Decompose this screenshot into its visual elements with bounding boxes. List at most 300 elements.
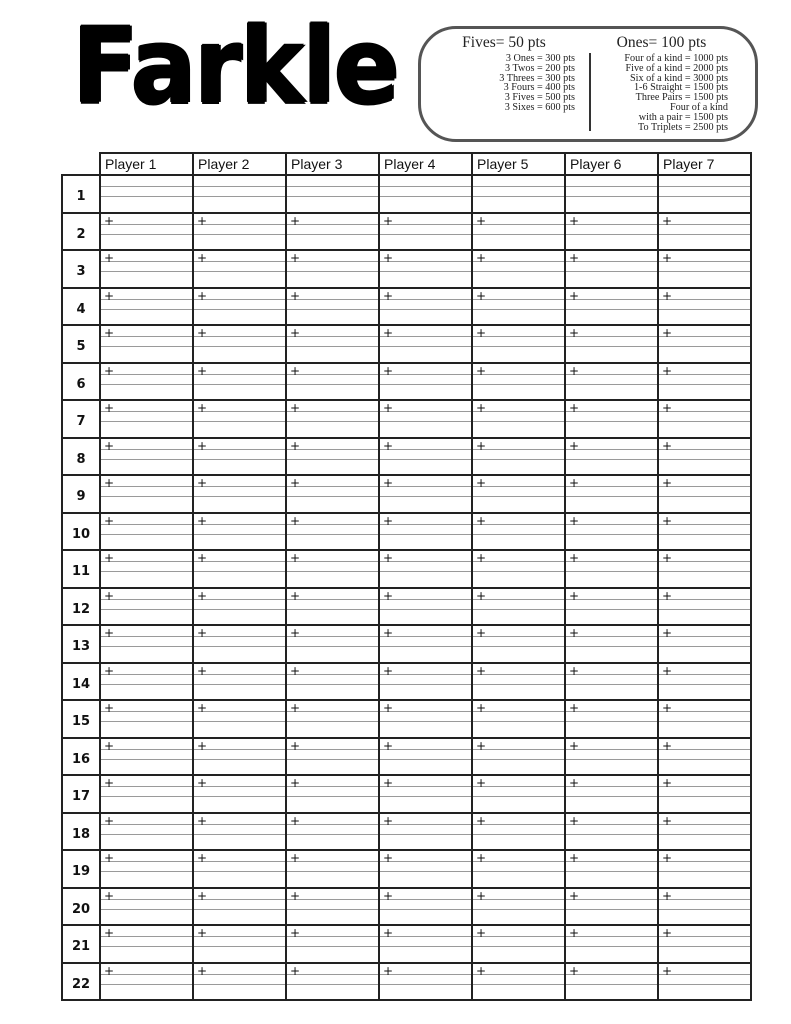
cell-rule-line [473, 299, 564, 300]
score-cell[interactable] [286, 850, 379, 888]
ones-rule-line: 1-6 Straight = 1500 pts [633, 82, 728, 94]
score-cell[interactable] [100, 738, 193, 776]
cell-rule-line [473, 496, 564, 497]
score-cell[interactable] [100, 213, 193, 251]
score-cell[interactable] [565, 438, 658, 476]
score-cell[interactable] [565, 588, 658, 626]
plus-icon: + [383, 476, 394, 490]
score-cell[interactable] [565, 738, 658, 776]
score-cell[interactable] [193, 250, 286, 288]
cell-rule-line [101, 271, 192, 272]
score-cell[interactable] [193, 475, 286, 513]
score-cell[interactable] [100, 663, 193, 701]
score-cell[interactable] [193, 363, 286, 401]
plus-icon: + [476, 513, 487, 528]
score-cell[interactable] [100, 925, 193, 963]
plus-icon: + [197, 926, 208, 940]
score-cell[interactable] [100, 325, 193, 363]
cell-rule-line [101, 486, 192, 487]
score-cell[interactable] [472, 925, 565, 963]
score-cell[interactable] [379, 475, 472, 513]
score-cell[interactable] [379, 625, 472, 663]
plus-icon: + [476, 363, 487, 378]
score-cell[interactable] [100, 963, 193, 1001]
score-cell[interactable] [658, 363, 751, 401]
plus-icon: + [197, 476, 208, 490]
score-cell[interactable] [100, 813, 193, 851]
score-cell[interactable] [379, 550, 472, 588]
cell-rule-line [194, 449, 285, 450]
cell-rule-line [101, 459, 192, 460]
cell-rule-line [287, 459, 378, 460]
score-cell[interactable] [379, 738, 472, 776]
cell-rule-line [287, 946, 378, 947]
cell-rule-line [287, 449, 378, 450]
cell-rule-line [659, 224, 750, 225]
plus-icon: + [290, 438, 301, 453]
cell-rule-line [380, 299, 471, 300]
table-row [62, 813, 751, 851]
plus-icon: + [290, 663, 301, 678]
cell-rule-line [287, 861, 378, 862]
score-cell[interactable] [286, 550, 379, 588]
score-cell[interactable] [286, 288, 379, 326]
cell-rule-line [101, 861, 192, 862]
score-cell[interactable] [100, 250, 193, 288]
score-cell[interactable] [286, 700, 379, 738]
cell-rule-line [473, 459, 564, 460]
score-cell[interactable] [658, 513, 751, 551]
plus-icon: + [104, 626, 115, 640]
table-row [62, 738, 751, 776]
player-header: Player 5 [472, 153, 565, 175]
score-cell[interactable] [565, 400, 658, 438]
score-cell[interactable] [286, 400, 379, 438]
plus-icon: + [476, 251, 487, 265]
cell-rule-line [473, 336, 564, 337]
cell-rule-line [194, 824, 285, 825]
plus-icon: + [290, 326, 301, 340]
plus-icon: + [197, 888, 208, 903]
score-cell[interactable] [565, 288, 658, 326]
cell-rule-line [380, 759, 471, 760]
cell-rule-line [101, 411, 192, 412]
plus-icon: + [383, 588, 394, 603]
round-number: 1 [62, 175, 100, 213]
score-cell[interactable] [286, 663, 379, 701]
cell-rule-line [194, 571, 285, 572]
score-cell[interactable] [286, 775, 379, 813]
score-cell[interactable] [286, 325, 379, 363]
cell-rule-line [380, 824, 471, 825]
plus-icon: + [290, 551, 301, 565]
rules-divider [589, 53, 591, 131]
score-cell[interactable] [193, 700, 286, 738]
score-cell[interactable] [100, 400, 193, 438]
cell-rule-line [473, 984, 564, 985]
cell-rule-line [101, 336, 192, 337]
plus-icon: + [104, 401, 115, 415]
cell-rule-line [566, 346, 657, 347]
score-cell[interactable] [565, 888, 658, 926]
cell-rule-line [287, 936, 378, 937]
score-cell[interactable] [193, 888, 286, 926]
score-cell[interactable] [658, 625, 751, 663]
cell-rule-line [101, 186, 192, 187]
cell-rule-line [473, 534, 564, 535]
score-cell[interactable] [658, 288, 751, 326]
score-cell[interactable] [658, 850, 751, 888]
score-cell[interactable] [658, 925, 751, 963]
score-cell[interactable] [193, 213, 286, 251]
score-cell[interactable] [379, 175, 472, 213]
score-cell[interactable] [658, 888, 751, 926]
score-cell[interactable] [658, 213, 751, 251]
score-cell[interactable] [193, 325, 286, 363]
score-cell[interactable] [379, 925, 472, 963]
score-cell[interactable] [100, 363, 193, 401]
score-cell[interactable] [658, 550, 751, 588]
score-cell[interactable] [286, 475, 379, 513]
score-cell[interactable] [379, 513, 472, 551]
score-cell[interactable] [472, 700, 565, 738]
cell-rule-line [473, 599, 564, 600]
score-cell[interactable] [286, 888, 379, 926]
fives-rule-line: 3 Sixes = 600 pts [504, 101, 575, 113]
score-cell[interactable] [472, 213, 565, 251]
score-cell[interactable] [193, 588, 286, 626]
page-title: Farkle [72, 5, 398, 127]
score-cell[interactable] [100, 513, 193, 551]
plus-icon: + [383, 551, 394, 565]
score-cell[interactable] [658, 175, 751, 213]
cell-rule-line [566, 721, 657, 722]
score-cell[interactable] [193, 813, 286, 851]
cell-rule-line [380, 674, 471, 675]
score-cell[interactable] [565, 963, 658, 1001]
plus-icon: + [197, 551, 208, 565]
score-cell[interactable] [565, 925, 658, 963]
cell-rule-line [287, 411, 378, 412]
round-number: 13 [62, 625, 100, 663]
score-cell[interactable] [658, 963, 751, 1001]
score-cell[interactable] [379, 775, 472, 813]
score-cell[interactable] [472, 475, 565, 513]
score-cell[interactable] [658, 400, 751, 438]
score-cell[interactable] [193, 288, 286, 326]
score-cell[interactable] [658, 325, 751, 363]
plus-icon: + [290, 288, 301, 303]
score-cell[interactable] [658, 438, 751, 476]
score-cell[interactable] [286, 925, 379, 963]
cell-rule-line [659, 496, 750, 497]
score-cell[interactable] [100, 288, 193, 326]
score-cell[interactable] [565, 625, 658, 663]
cell-rule-line [566, 524, 657, 525]
cell-rule-line [473, 309, 564, 310]
score-cell[interactable] [658, 663, 751, 701]
score-cell[interactable] [565, 475, 658, 513]
score-cell[interactable] [286, 513, 379, 551]
cell-rule-line [101, 561, 192, 562]
score-cell[interactable] [379, 663, 472, 701]
score-cell[interactable] [286, 438, 379, 476]
plus-icon: + [662, 588, 673, 603]
score-cell[interactable] [472, 550, 565, 588]
cell-rule-line [566, 599, 657, 600]
score-cell[interactable] [286, 363, 379, 401]
cell-rule-line [380, 561, 471, 562]
cell-rule-line [566, 871, 657, 872]
score-cell[interactable] [100, 700, 193, 738]
cell-rule-line [194, 984, 285, 985]
table-row [62, 625, 751, 663]
score-cell[interactable] [565, 850, 658, 888]
score-cell[interactable] [286, 213, 379, 251]
score-cell[interactable] [472, 625, 565, 663]
score-cell[interactable] [286, 250, 379, 288]
score-cell[interactable] [472, 513, 565, 551]
score-cell[interactable] [193, 738, 286, 776]
score-cell[interactable] [472, 738, 565, 776]
score-cell[interactable] [379, 850, 472, 888]
score-cell[interactable] [193, 438, 286, 476]
cell-rule-line [194, 524, 285, 525]
score-cell[interactable] [286, 588, 379, 626]
score-cell[interactable] [379, 363, 472, 401]
ones-rule-line: Four of a kind = 1000 pts [624, 53, 728, 64]
score-cell[interactable] [379, 588, 472, 626]
plus-icon: + [662, 551, 673, 565]
score-cell[interactable] [472, 175, 565, 213]
score-cell[interactable] [472, 850, 565, 888]
cell-rule-line [659, 449, 750, 450]
score-cell[interactable] [658, 775, 751, 813]
score-cell[interactable] [193, 925, 286, 963]
score-cell[interactable] [565, 775, 658, 813]
score-cell[interactable] [100, 625, 193, 663]
plus-icon: + [383, 626, 394, 640]
cell-rule-line [287, 824, 378, 825]
score-cell[interactable] [565, 513, 658, 551]
fives-rule-line: 3 Fives = 500 pts [504, 92, 575, 104]
score-cell[interactable] [658, 250, 751, 288]
plus-icon: + [290, 401, 301, 415]
table-row [62, 475, 751, 513]
cell-rule-line [194, 936, 285, 937]
plus-icon: + [569, 363, 580, 378]
score-cell[interactable] [193, 625, 286, 663]
score-cell[interactable] [286, 738, 379, 776]
plus-icon: + [197, 776, 208, 790]
table-row [62, 513, 751, 551]
score-cell[interactable] [379, 700, 472, 738]
score-cell[interactable] [286, 813, 379, 851]
score-cell[interactable] [379, 438, 472, 476]
cell-rule-line [659, 749, 750, 750]
plus-icon: + [290, 888, 301, 903]
plus-icon: + [197, 513, 208, 528]
score-cell[interactable] [286, 963, 379, 1001]
score-cell[interactable] [565, 550, 658, 588]
plus-icon: + [476, 626, 487, 640]
cell-rule-line [194, 234, 285, 235]
plus-icon: + [383, 663, 394, 678]
cell-rule-line [101, 384, 192, 385]
score-cell[interactable] [193, 850, 286, 888]
score-cell[interactable] [565, 250, 658, 288]
cell-rule-line [566, 196, 657, 197]
score-cell[interactable] [658, 475, 751, 513]
score-cell[interactable] [472, 588, 565, 626]
score-cell[interactable] [379, 400, 472, 438]
plus-icon: + [104, 213, 115, 228]
score-cell[interactable] [565, 175, 658, 213]
score-cell[interactable] [658, 700, 751, 738]
cell-rule-line [659, 721, 750, 722]
score-cell[interactable] [379, 325, 472, 363]
score-cell[interactable] [565, 700, 658, 738]
cell-rule-line [566, 421, 657, 422]
cell-rule-line [473, 346, 564, 347]
plus-icon: + [476, 551, 487, 565]
cell-rule-line [566, 674, 657, 675]
score-cell[interactable] [286, 175, 379, 213]
score-cell[interactable] [379, 213, 472, 251]
round-number: 5 [62, 325, 100, 363]
score-cell[interactable] [193, 963, 286, 1001]
score-cell[interactable] [379, 288, 472, 326]
score-cell[interactable] [472, 250, 565, 288]
cell-rule-line [473, 899, 564, 900]
score-cell[interactable] [565, 213, 658, 251]
cell-rule-line [194, 224, 285, 225]
score-cell[interactable] [472, 325, 565, 363]
plus-icon: + [104, 926, 115, 940]
cell-rule-line [101, 196, 192, 197]
score-cell[interactable] [472, 813, 565, 851]
score-cell[interactable] [472, 888, 565, 926]
cell-rule-line [287, 384, 378, 385]
cell-rule-line [659, 374, 750, 375]
cell-rule-line [287, 786, 378, 787]
plus-icon: + [662, 888, 673, 903]
cell-rule-line [659, 571, 750, 572]
cell-rule-line [473, 824, 564, 825]
cell-rule-line [380, 421, 471, 422]
score-cell[interactable] [472, 775, 565, 813]
score-cell[interactable] [472, 663, 565, 701]
plus-icon: + [104, 851, 115, 865]
score-cell[interactable] [658, 588, 751, 626]
table-row [62, 288, 751, 326]
cell-rule-line [101, 786, 192, 787]
cell-rule-line [101, 984, 192, 985]
cell-rule-line [287, 224, 378, 225]
round-number: 15 [62, 700, 100, 738]
table-row [62, 963, 751, 1001]
plus-icon: + [476, 588, 487, 603]
score-cell[interactable] [100, 775, 193, 813]
score-cell[interactable] [100, 588, 193, 626]
score-cell[interactable] [100, 888, 193, 926]
score-cell[interactable] [193, 513, 286, 551]
cell-rule-line [287, 271, 378, 272]
score-cell[interactable] [472, 363, 565, 401]
cell-rule-line [194, 796, 285, 797]
cell-rule-line [194, 421, 285, 422]
cell-rule-line [194, 374, 285, 375]
cell-rule-line [659, 786, 750, 787]
round-number: 4 [62, 288, 100, 326]
score-cell[interactable] [472, 963, 565, 1001]
score-cell[interactable] [100, 438, 193, 476]
cell-rule-line [566, 946, 657, 947]
cell-rule-line [566, 711, 657, 712]
cell-rule-line [380, 609, 471, 610]
cell-rule-line [287, 234, 378, 235]
round-number: 10 [62, 513, 100, 551]
score-cell[interactable] [100, 475, 193, 513]
cell-rule-line [566, 984, 657, 985]
cell-rule-line [380, 271, 471, 272]
score-cell[interactable] [565, 325, 658, 363]
score-cell[interactable] [193, 175, 286, 213]
score-cell[interactable] [193, 663, 286, 701]
cell-rule-line [101, 711, 192, 712]
score-cell[interactable] [565, 813, 658, 851]
score-cell[interactable] [100, 550, 193, 588]
cell-rule-line [566, 834, 657, 835]
cell-rule-line [194, 299, 285, 300]
score-cell[interactable] [286, 625, 379, 663]
score-cell[interactable] [193, 550, 286, 588]
cell-rule-line [380, 786, 471, 787]
plus-icon: + [569, 401, 580, 415]
score-cell[interactable] [193, 400, 286, 438]
score-cell[interactable] [193, 775, 286, 813]
score-cell[interactable] [379, 888, 472, 926]
cell-rule-line [380, 946, 471, 947]
score-cell[interactable] [100, 175, 193, 213]
cell-rule-line [380, 599, 471, 600]
cell-rule-line [287, 711, 378, 712]
round-number: 12 [62, 588, 100, 626]
cell-rule-line [194, 711, 285, 712]
score-cell[interactable] [565, 363, 658, 401]
cell-rule-line [101, 496, 192, 497]
score-cell[interactable] [565, 663, 658, 701]
score-cell[interactable] [472, 288, 565, 326]
round-number: 11 [62, 550, 100, 588]
plus-icon: + [290, 251, 301, 265]
score-cell[interactable] [658, 738, 751, 776]
cell-rule-line [101, 374, 192, 375]
score-cell[interactable] [472, 400, 565, 438]
cell-rule-line [287, 336, 378, 337]
plus-icon: + [104, 738, 115, 753]
cell-rule-line [380, 496, 471, 497]
score-cell[interactable] [379, 250, 472, 288]
score-cell[interactable] [100, 850, 193, 888]
cell-rule-line [473, 486, 564, 487]
score-cell[interactable] [658, 813, 751, 851]
score-cell[interactable] [379, 963, 472, 1001]
plus-icon: + [569, 476, 580, 490]
score-cell[interactable] [379, 813, 472, 851]
score-cell[interactable] [472, 438, 565, 476]
cell-rule-line [194, 609, 285, 610]
